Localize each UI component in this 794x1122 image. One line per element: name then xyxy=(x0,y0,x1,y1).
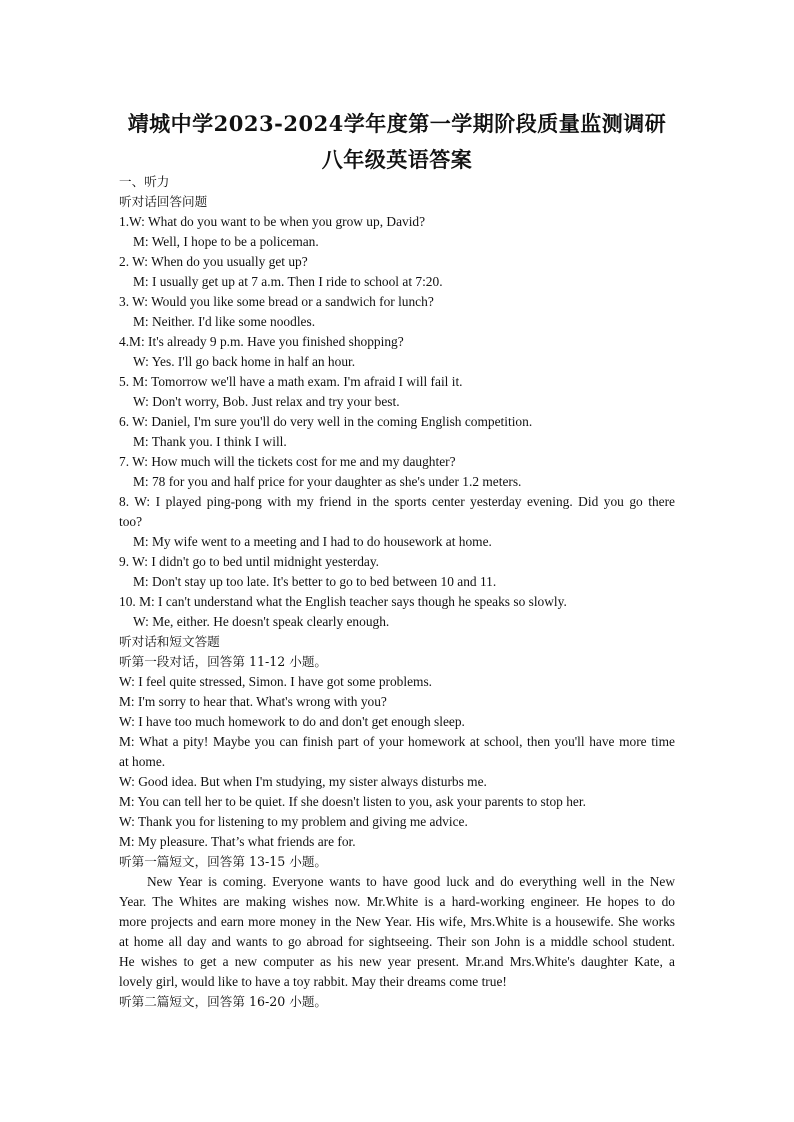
part-heading: 听对话和短文答题 xyxy=(119,634,220,649)
dialogue-line: M: I'm sorry to hear that. What's wrong with you? xyxy=(119,694,387,709)
document-subtitle: 八年级英语答案 xyxy=(321,147,473,172)
dialogue-line: 1.W: What do you want to be when you grow up, David? xyxy=(119,214,426,229)
dialogue-line: 3. W: Would you like some bread or a sandwich for lunch? xyxy=(119,294,434,309)
dialogue-line: M: My wife went to a meeting and I had to do housework at home. xyxy=(133,534,492,549)
dialogue-line: 9. W: I didn't go to bed until midnight yesterday. xyxy=(119,554,380,569)
instruction-line: 听第二篇短文，回答第 16-20 小题。 xyxy=(119,994,328,1009)
dialogue-line: too? xyxy=(119,514,143,529)
dialogue-line: W: Don't worry, Bob. Just relax and try your best. xyxy=(133,394,400,409)
dialogue-line: M: Well, I hope to be a policeman. xyxy=(133,234,319,249)
dialogue-line: M: You can tell her to be quiet. If she doesn't listen to you, ask your parents to stop her. xyxy=(119,794,586,809)
instruction-line: 听第一段对话，回答第 11-12 小题。 xyxy=(119,654,328,669)
dialogue-line: W: Thank you for listening to my problem and giving me advice. xyxy=(119,814,468,829)
dialogue-line: M: What a pity! Maybe you can finish part of your homework at school, then you'll have more time xyxy=(119,734,675,749)
passage-line: New Year is coming. Everyone wants to have good luck and do everything well in the New xyxy=(147,874,675,889)
dialogue-line: W: Good idea. But when I'm studying, my sister always disturbs me. xyxy=(119,774,487,789)
dialogue-line: W: Yes. I'll go back home in half an hour. xyxy=(133,354,356,369)
dialogue-line: 5. M: Tomorrow we'll have a math exam. I'm afraid I will fail it. xyxy=(119,374,463,389)
dialogue-line: M: 78 for you and half price for your daughter as she's under 1.2 meters. xyxy=(133,474,522,489)
passage-line: at home all day and wants to go abroad for sightseeing. Their son John is a middle school student. xyxy=(119,934,675,949)
part-heading: 听对话回答问题 xyxy=(119,194,208,209)
dialogue-line: 10. M: I can't understand what the English teacher says though he speaks so slowly. xyxy=(119,594,567,609)
passage-line: Year. The Whites are making wishes now. Mr.White is a hard-working engineer. He hopes to do xyxy=(119,894,675,909)
dialogue-line: W: Me, either. He doesn't speak clearly enough. xyxy=(133,614,390,629)
instruction-line: 听第一篇短文，回答第 13-15 小题。 xyxy=(119,854,328,869)
dialogue-line: 4.M: It's already 9 p.m. Have you finished shopping? xyxy=(119,334,404,349)
dialogue-line: M: Neither. I'd like some noodles. xyxy=(133,314,316,329)
passage-line: more projects and earn more money in the New Year. His wife, Mrs.White is a housewife. She works xyxy=(119,914,675,929)
dialogue-line: W: I have too much homework to do and don't get enough sleep. xyxy=(119,714,465,729)
dialogue-line: M: My pleasure. That’s what friends are for. xyxy=(119,834,356,849)
passage-line: He wishes to get a new computer as his new year present. Mr.and Mrs.White's daughter Kate, a xyxy=(119,954,675,969)
document-title: 靖城中学2023-2024学年度第一学期阶段质量监测调研 xyxy=(127,111,667,136)
dialogue-line: W: I feel quite stressed, Simon. I have got some problems. xyxy=(119,674,432,689)
document-body xyxy=(119,172,675,1012)
dialogue-line: M: Thank you. I think I will. xyxy=(133,434,287,449)
dialogue-line: 7. W: How much will the tickets cost for me and my daughter? xyxy=(119,454,456,469)
dialogue-line: at home. xyxy=(119,754,166,769)
dialogue-line: 8. W: I played ping-pong with my friend in the sports center yesterday evening. Did you go there xyxy=(119,494,675,509)
dialogue-line: M: I usually get up at 7 a.m. Then I ride to school at 7:20. xyxy=(133,274,443,289)
dialogue-line: M: Don't stay up too late. It's better to go to bed between 10 and 11. xyxy=(133,574,497,589)
dialogue-line: 2. W: When do you usually get up? xyxy=(119,254,308,269)
section-heading: 一、听力 xyxy=(119,174,170,189)
passage-line: lovely girl, would like to have a toy rabbit. May their dreams come true! xyxy=(119,974,507,989)
dialogue-line: 6. W: Daniel, I'm sure you'll do very well in the coming English competition. xyxy=(119,414,533,429)
